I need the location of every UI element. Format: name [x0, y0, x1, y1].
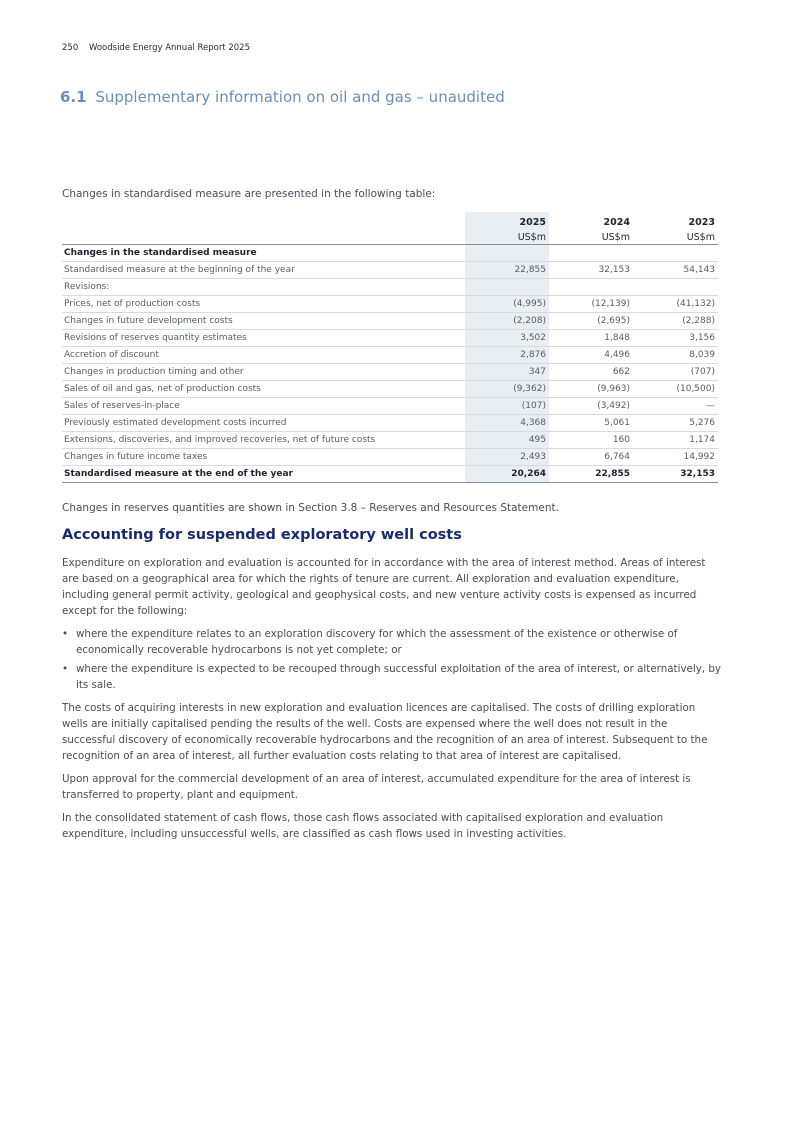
row-label: Changes in future development costs	[62, 313, 465, 330]
page-header	[62, 43, 250, 53]
table-row	[62, 245, 718, 262]
row-label: Previously estimated development costs incurred	[62, 415, 465, 432]
table-row	[62, 279, 718, 296]
list-item-text: where the expenditure is expected to be recouped through successful exploitation of the area of interest, or alternatively, by its sale.	[76, 663, 722, 691]
value-cell-2024: 6,764	[549, 449, 633, 466]
row-label: Accretion of discount	[62, 347, 465, 364]
table-row	[62, 330, 718, 347]
value-cell-2025: (9,362)	[465, 381, 549, 398]
unit-header: US$m	[633, 230, 718, 245]
value-cell-2024: 5,061	[549, 415, 633, 432]
value-cell-2024: (2,695)	[549, 313, 633, 330]
row-label: Revisions of reserves quantity estimates	[62, 330, 465, 347]
unit-header: US$m	[549, 230, 633, 245]
value-cell-2025: (4,995)	[465, 296, 549, 313]
year-header: 2025	[465, 212, 549, 230]
section-title	[60, 88, 505, 106]
value-cell-2025: (2,208)	[465, 313, 549, 330]
value-cell-2023: 1,174	[633, 432, 718, 449]
row-label: Extensions, discoveries, and improved recoveries, net of future costs	[62, 432, 465, 449]
table-row	[62, 296, 718, 313]
value-cell-2023: 8,039	[633, 347, 718, 364]
year-header: 2024	[603, 217, 630, 228]
paragraph: The costs of acquiring interests in new exploration and evaluation licences are capitalised. The costs of drilling exploration wells are initially capitalised pending the results of the well. Costs are expensed where the well does not result in the successful discovery of economically recoverable hydrocarbons and the recognition of an area of interest. Subsequent to the recognition of an area of interest, all further evaluation costs relating to that area of interest are capitalised.	[62, 702, 708, 762]
table-row	[62, 449, 718, 466]
value-cell-2025	[465, 245, 549, 262]
value-cell-2024: (12,139)	[549, 296, 633, 313]
row-label: Revisions:	[62, 279, 465, 296]
value-cell-2025: 3,502	[465, 330, 549, 347]
value-cell-2024: 4,496	[549, 347, 633, 364]
table-body	[62, 245, 718, 483]
bullet-icon: •	[62, 628, 69, 640]
paragraph: Expenditure on exploration and evaluation is accounted for in accordance with the area of interest method. Areas of interest are based on a geographical area for which the rights of tenure are current. All exploration and evaluation expenditure, including general permit activity, geological and geophysical costs, and new venture activity costs is expensed as incurred except for the following:	[62, 557, 706, 617]
bullet-list	[62, 626, 722, 693]
list-item	[62, 626, 722, 658]
table-row	[62, 347, 718, 364]
list-item-text: where the expenditure relates to an exploration discovery for which the assessment of the existence or otherwise of economically recoverable hydrocarbons is not yet complete; or	[76, 628, 678, 656]
body-text	[62, 555, 722, 849]
row-label: Standardised measure at the beginning of the year	[62, 262, 465, 279]
value-cell-2023	[633, 279, 718, 296]
header-blank	[62, 212, 465, 230]
value-cell-2025: 495	[465, 432, 549, 449]
value-cell-2025: (107)	[465, 398, 549, 415]
row-label: Standardised measure at the end of the year	[62, 466, 465, 483]
table-row	[62, 381, 718, 398]
value-cell-2024	[549, 279, 633, 296]
table-row	[62, 415, 718, 432]
value-cell-2025	[465, 279, 549, 296]
value-cell-2023: (10,500)	[633, 381, 718, 398]
unit-header: US$m	[465, 230, 549, 245]
section-number: 6.1	[60, 88, 87, 106]
value-cell-2025: 20,264	[465, 466, 549, 483]
value-cell-2024: 662	[549, 364, 633, 381]
list-item	[62, 661, 722, 693]
reserves-note: Changes in reserves quantities are shown in Section 3.8 – Reserves and Resources Statement.	[62, 502, 559, 514]
bullet-icon: •	[62, 663, 69, 675]
value-cell-2025: 2,493	[465, 449, 549, 466]
value-cell-2025: 2,876	[465, 347, 549, 364]
paragraph: Upon approval for the commercial development of an area of interest, accumulated expenditure for the area of interest is transferred to property, plant and equipment.	[62, 773, 691, 801]
value-cell-2023: (41,132)	[633, 296, 718, 313]
table-intro: Changes in standardised measure are presented in the following table:	[62, 188, 436, 200]
subheading: Accounting for suspended exploratory well costs	[62, 527, 462, 543]
report-title: Woodside Energy Annual Report 2025	[88, 43, 250, 53]
value-cell-2024: 32,153	[549, 262, 633, 279]
paragraph: In the consolidated statement of cash flows, those cash flows associated with capitalised exploration and evaluation expenditure, including unsuccessful wells, are classified as cash flows used in investing activities.	[62, 812, 664, 840]
table-row	[62, 466, 718, 483]
table-row	[62, 262, 718, 279]
row-label: Sales of oil and gas, net of production costs	[62, 381, 465, 398]
value-cell-2023: —	[633, 398, 718, 415]
value-cell-2023: (707)	[633, 364, 718, 381]
row-label: Changes in production timing and other	[62, 364, 465, 381]
header-blank	[62, 230, 465, 245]
row-label: Changes in the standardised measure	[62, 245, 465, 262]
table-row	[62, 364, 718, 381]
value-cell-2025: 347	[465, 364, 549, 381]
row-label: Sales of reserves-in-place	[62, 398, 465, 415]
value-cell-2024: 1,848	[549, 330, 633, 347]
value-cell-2023: 32,153	[633, 466, 718, 483]
value-cell-2023: 54,143	[633, 262, 718, 279]
standardised-measure-table	[62, 212, 718, 483]
year-header: 2023	[688, 217, 715, 228]
value-cell-2024: 160	[549, 432, 633, 449]
table-row	[62, 313, 718, 330]
value-cell-2024: (9,963)	[549, 381, 633, 398]
value-cell-2023: 3,156	[633, 330, 718, 347]
value-cell-2023: 14,992	[633, 449, 718, 466]
table-row	[62, 432, 718, 449]
value-cell-2024: 22,855	[549, 466, 633, 483]
section-title-text: Supplementary information on oil and gas – unaudited	[95, 88, 505, 106]
value-cell-2024: (3,492)	[549, 398, 633, 415]
value-cell-2025: 22,855	[465, 262, 549, 279]
page-number: 250	[62, 43, 79, 53]
table-row	[62, 398, 718, 415]
row-label: Changes in future income taxes	[62, 449, 465, 466]
value-cell-2024	[549, 245, 633, 262]
value-cell-2025: 4,368	[465, 415, 549, 432]
value-cell-2023	[633, 245, 718, 262]
value-cell-2023: (2,288)	[633, 313, 718, 330]
row-label: Prices, net of production costs	[62, 296, 465, 313]
value-cell-2023: 5,276	[633, 415, 718, 432]
